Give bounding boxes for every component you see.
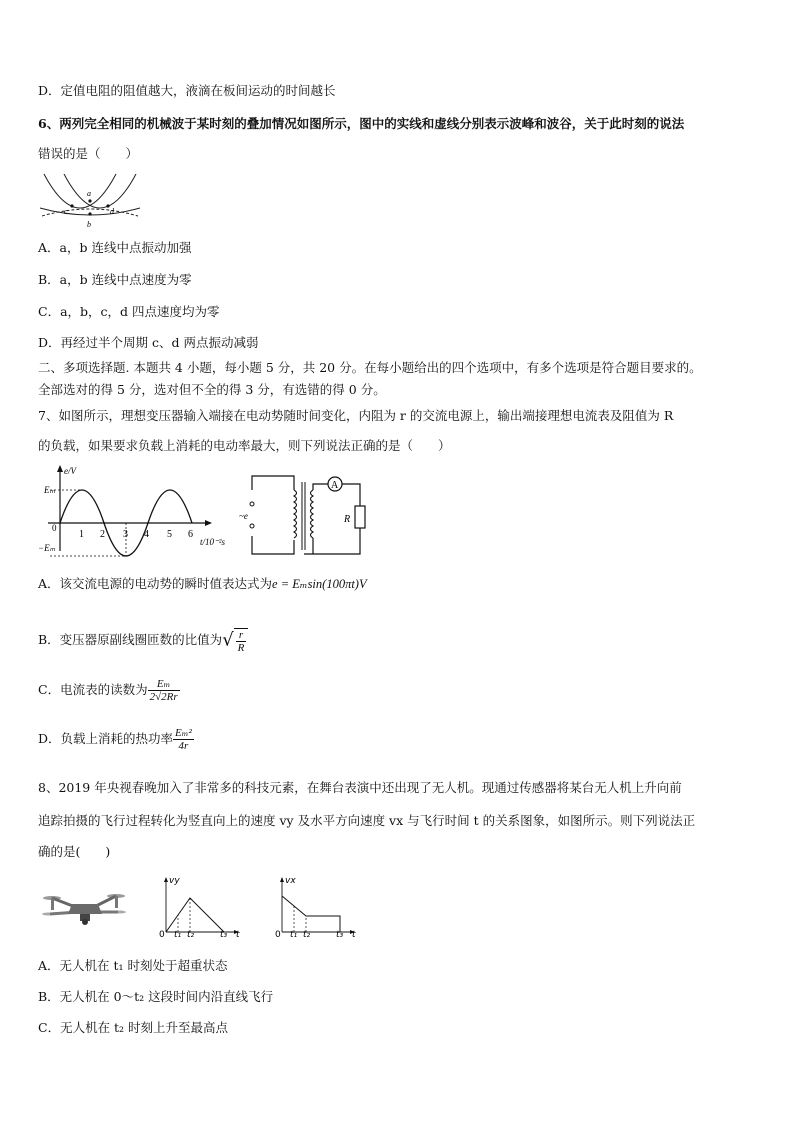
sqrt-icon: √: [222, 629, 234, 651]
q7-option-d-fraction: [173, 727, 194, 752]
label-c: c: [64, 207, 68, 216]
q7-option-b-text: B．变压器原副线圈匝数的比值为: [38, 632, 223, 647]
tick-t1: t₁: [174, 930, 182, 938]
x-axis-label: t/10⁻²s: [200, 537, 225, 547]
q6-option-c: C．a，b，c，d 四点速度均为零: [38, 304, 220, 319]
origin-label: 0: [275, 930, 281, 938]
fraction-denominator: R: [237, 641, 245, 654]
q7-option-a: [38, 575, 367, 593]
ammeter-label: A: [331, 480, 339, 491]
q8-option-c: C．无人机在 t₂ 时刻上升至最高点: [38, 1020, 229, 1035]
q7-option-d-text: D．负载上消耗的热功率: [38, 731, 174, 746]
q6-option-d: D．再经过半个周期 c、d 两点振动减弱: [38, 335, 259, 350]
q8-option-b: B．无人机在 0～t₂ 这段时间内沿直线飞行: [38, 989, 274, 1004]
fraction-denominator: 2√2Rr: [149, 691, 178, 703]
label-d: d: [110, 207, 114, 216]
q7-option-a-formula: e = Eₘsin(100πt)V: [272, 577, 367, 591]
y-axis-label: vx: [285, 876, 296, 886]
x-tick: 4: [144, 529, 149, 540]
load-label: R: [344, 514, 351, 525]
x-tick: 5: [167, 529, 172, 540]
fraction-denominator: 4r: [178, 740, 189, 752]
x-tick: 3: [123, 529, 128, 540]
q8-vy-graph: [156, 874, 246, 938]
origin-label: 0: [52, 523, 57, 533]
x-tick: 1: [79, 529, 84, 540]
q7-emf-graph: [38, 463, 238, 558]
y-axis-label: e/V: [64, 466, 76, 476]
tick-t2: t₂: [187, 930, 195, 938]
q6-stem-line2: 错误的是（ ）: [38, 146, 139, 161]
q7-stem-line2: 的负载，如果要求负载上消耗的电动率最大，则下列说法正确的是（ ）: [38, 438, 451, 453]
tick-t3: t₃: [220, 930, 228, 938]
x-axis-label: t: [236, 930, 240, 938]
tick-t3: t₃: [336, 930, 344, 938]
label-a: a: [87, 189, 91, 198]
q7-option-c-fraction: [148, 678, 180, 703]
q7-option-d: [38, 722, 194, 756]
fraction-numerator: Eₘ²: [175, 727, 192, 739]
fraction-numerator: r: [236, 629, 247, 642]
q8-stem-line3: 确的是( ): [38, 844, 111, 859]
y-tick-bottom: −Eₘ: [38, 543, 56, 553]
x-axis-label: t: [352, 930, 356, 938]
q8-stem-line2: 追踪拍摄的飞行过程转化为竖直向上的速度 vy 及水平方向速度 vx 与飞行时间 t 的关系图象，如图所示。则下列说法正: [38, 813, 696, 828]
q7-option-a-text: A．该交流电源的电动势的瞬时值表达式为: [38, 576, 273, 591]
source-label: ~e: [239, 511, 248, 521]
tick-t2: t₂: [303, 930, 311, 938]
y-tick-top: Eₘ: [44, 485, 56, 495]
q6-wave-figure: [38, 172, 142, 230]
q7-option-b-fraction: [234, 628, 249, 654]
q6-option-a: A．a，b 连线中点振动加强: [38, 240, 192, 255]
q6-stem-line1: 6、两列完全相同的机械波于某时刻的叠加情况如图所示，图中的实线和虚线分别表示波峰和波谷，关于此时刻的说法: [38, 116, 685, 131]
drone-image: [42, 888, 126, 930]
q6-option-b: B．a，b 连线中点速度为零: [38, 272, 192, 287]
q7-transformer-circuit: [236, 470, 376, 560]
x-tick: 2: [100, 529, 105, 540]
tick-t1: t₁: [290, 930, 298, 938]
q7-stem-line1: 7、如图所示，理想变压器输入端接在电动势随时间变化，内阻为 r 的交流电源上，输出端接理想电流表及阻值为 R: [38, 408, 674, 423]
section2-line2: 全部选对的得 5 分，选对但不全的得 3 分，有选错的得 0 分。: [38, 382, 386, 397]
fraction-numerator: Eₘ: [148, 678, 180, 691]
q7-option-c-text: C．电流表的读数为: [38, 682, 148, 697]
label-b: b: [87, 220, 91, 229]
x-tick: 6: [188, 529, 193, 540]
q8-option-a: A．无人机在 t₁ 时刻处于超重状态: [38, 958, 228, 973]
y-axis-label: vy: [169, 876, 180, 886]
q5-option-d: D．定值电阻的阻值越大，液滴在板间运动的时间越长: [38, 83, 336, 98]
q8-vx-graph: [272, 874, 362, 938]
q7-option-b: [38, 622, 248, 659]
q7-option-c: [38, 674, 180, 706]
section2-line1: 二、多项选择题. 本题共 4 小题，每小题 5 分，共 20 分。在每小题给出的四个选项中，有多个选项是符合题目要求的。: [38, 360, 702, 375]
q8-stem-line1: 8、2019 年央视春晚加入了非常多的科技元素，在舞台表演中还出现了无人机。现通过传感器将某台无人机上升向前: [38, 780, 682, 795]
origin-label: 0: [159, 930, 165, 938]
